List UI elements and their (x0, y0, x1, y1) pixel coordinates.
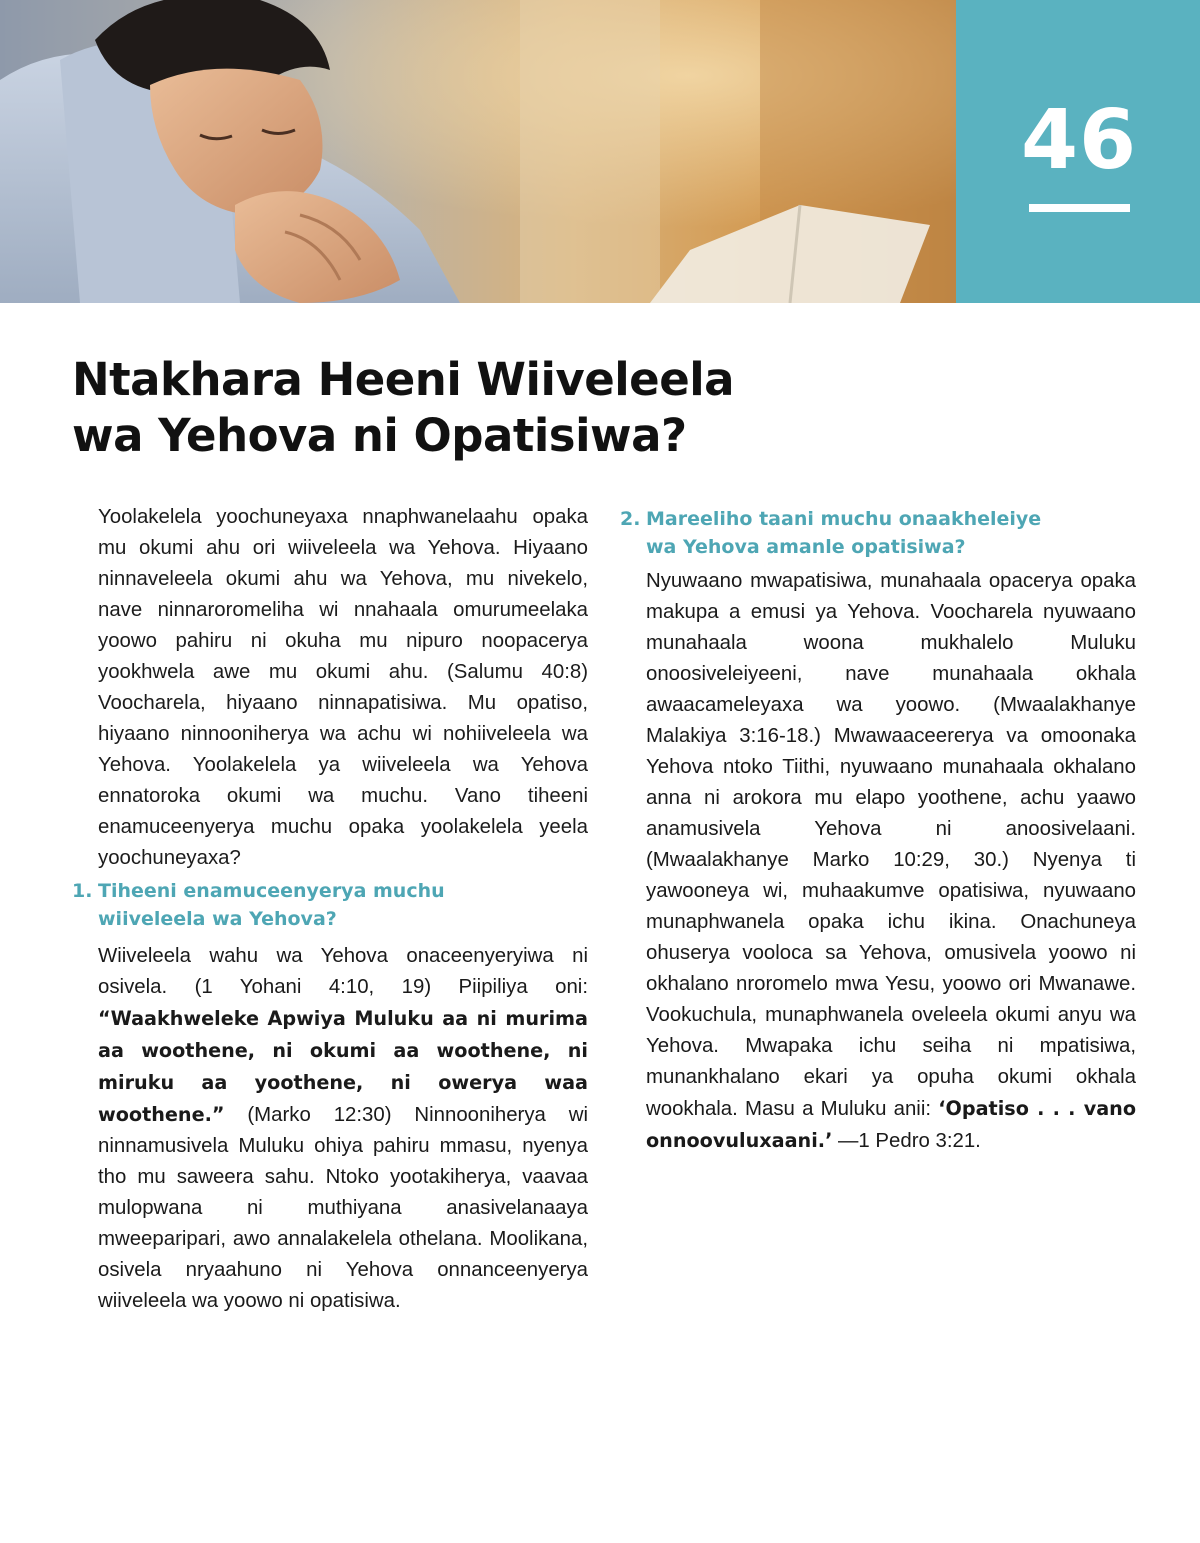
intro-section (98, 502, 588, 874)
question-2-scripture-quote: ‘Opatiso . . . vano onnoovuluxaani.’ (646, 1097, 1136, 1152)
question-1-paragraph (98, 941, 588, 1317)
question-2-line-2: wa Yehova amanle opatisiwa? (646, 536, 966, 558)
question-1-scripture-quote: “Waakhweleke Apwiya Muluku aa ni murima aa woothene, ni okumi aa woothene, ni miruku aa yoothene, ni owerya waa woothene.” (98, 1007, 588, 1126)
question-1-heading (72, 877, 588, 933)
question-1-text-b: (Marko 12:30) Ninnooniherya wi ninnamusivela Muluku ohiya pahiru mmasu, nyenya tho mu saweera sahu. Ntoko yootakiherya, vaavaa mulopwana ni muthiyana anasivelanaaya mweeparipari, awo annalakelela othelana. Moolikana, osivela nryaahuno ni Yehova onnanceenyerya wiiveleela wa yoowo ni opatisiwa. (98, 1104, 588, 1312)
page-title-line-2: wa Yehova ni Opatisiwa? (72, 409, 687, 462)
question-1-body (98, 941, 588, 1317)
question-2-line-1: Mareeliho taani muchu onaakheleiye (646, 508, 1042, 530)
question-2-text-a: Nyuwaano mwapatisiwa, munahaala opacerya opaka makupa a emusi ya Yehova. Voocharela nyuwaano munahaala woona mukhalelo Muluku onoosiveleiyeeni, nave munahaala okhala awaacameleyaxa wa yoowo. (Mwaalakhanye Malakiya 3:16-18.) Mwawaaceererya va omoonaka Yehova ntoko Tiithi, nyuwaano munahaala okhalano anna ni arokora mu elapo yoothene, achu yaawo anamusivela Yehova ni anoosivelaani. (Mwaalakhanye Marko 10:29, 30.) Nyenya ti yawooneya wi, muhaakumve opatisiwa, nyuwaano munaphwanela opaka ichu ikina. Onachuneya ohuserya vooloca sa Yehova, omusivela yoowo ni okhalano nroromelo mwa Yesu, yoowo ori Mwanawe. Vookuchula, munaphwanela oveleela okumi anyu wa Yehova. Mwapaka ichu seiha ni mpatisiwa, munankhalano ekari ya opuha okumi okhala wookhala. Masu a Muluku anii: (646, 570, 1136, 1120)
lesson-number-badge (956, 0, 1200, 303)
question-1-text-a: Wiiveleela wahu wa Yehova onaceenyeryiwa ni osivela. (1 Yohani 4:10, 19) Piipiliya oni: (98, 945, 588, 998)
question-2-number: 2. (620, 508, 641, 530)
question-1-line-2: wiiveleela wa Yehova? (98, 908, 337, 930)
page-title (72, 352, 872, 464)
lesson-number-underline (1029, 204, 1130, 212)
question-2-body (646, 566, 1136, 1157)
lesson-number: 46 (1020, 93, 1138, 188)
hero-photo (0, 0, 956, 303)
question-2-paragraph (646, 566, 1136, 1157)
question-2-heading (620, 505, 1136, 561)
question-1-line-1: Tiheeni enamuceenyerya muchu (98, 880, 445, 902)
question-2-text-b: —1 Pedro 3:21. (832, 1130, 981, 1152)
question-1-number: 1. (72, 880, 93, 902)
intro-paragraph: Yoolakelela yoochuneyaxa nnaphwanelaahu opaka mu okumi ahu ori wiiveleela wa Yehova. Hiyaano ninnaveleela okumi ahu wa Yehova, mu nivekelo, nave ninnaroromeliha wi nnahaala omurumeelaka yoowo pahiru ni okuha mu nipuro noopacerya yookhwela awe mu okumi ahu. (Salumu 40:8) Voocharela, hiyaano ninnapatisiwa. Mu opatiso, hiyaano ninnooniherya wa achu wi nohiiveleela wa Yehova. Yoolakelela ya wiiveleela wa Yehova ennatoroka okumi wa muchu. Vano tiheeni enamuceenyerya muchu opaka yoolakelela yeela yoochuneyaxa? (98, 506, 588, 869)
page-title-line-1: Ntakhara Heeni Wiiveleela (72, 353, 735, 406)
